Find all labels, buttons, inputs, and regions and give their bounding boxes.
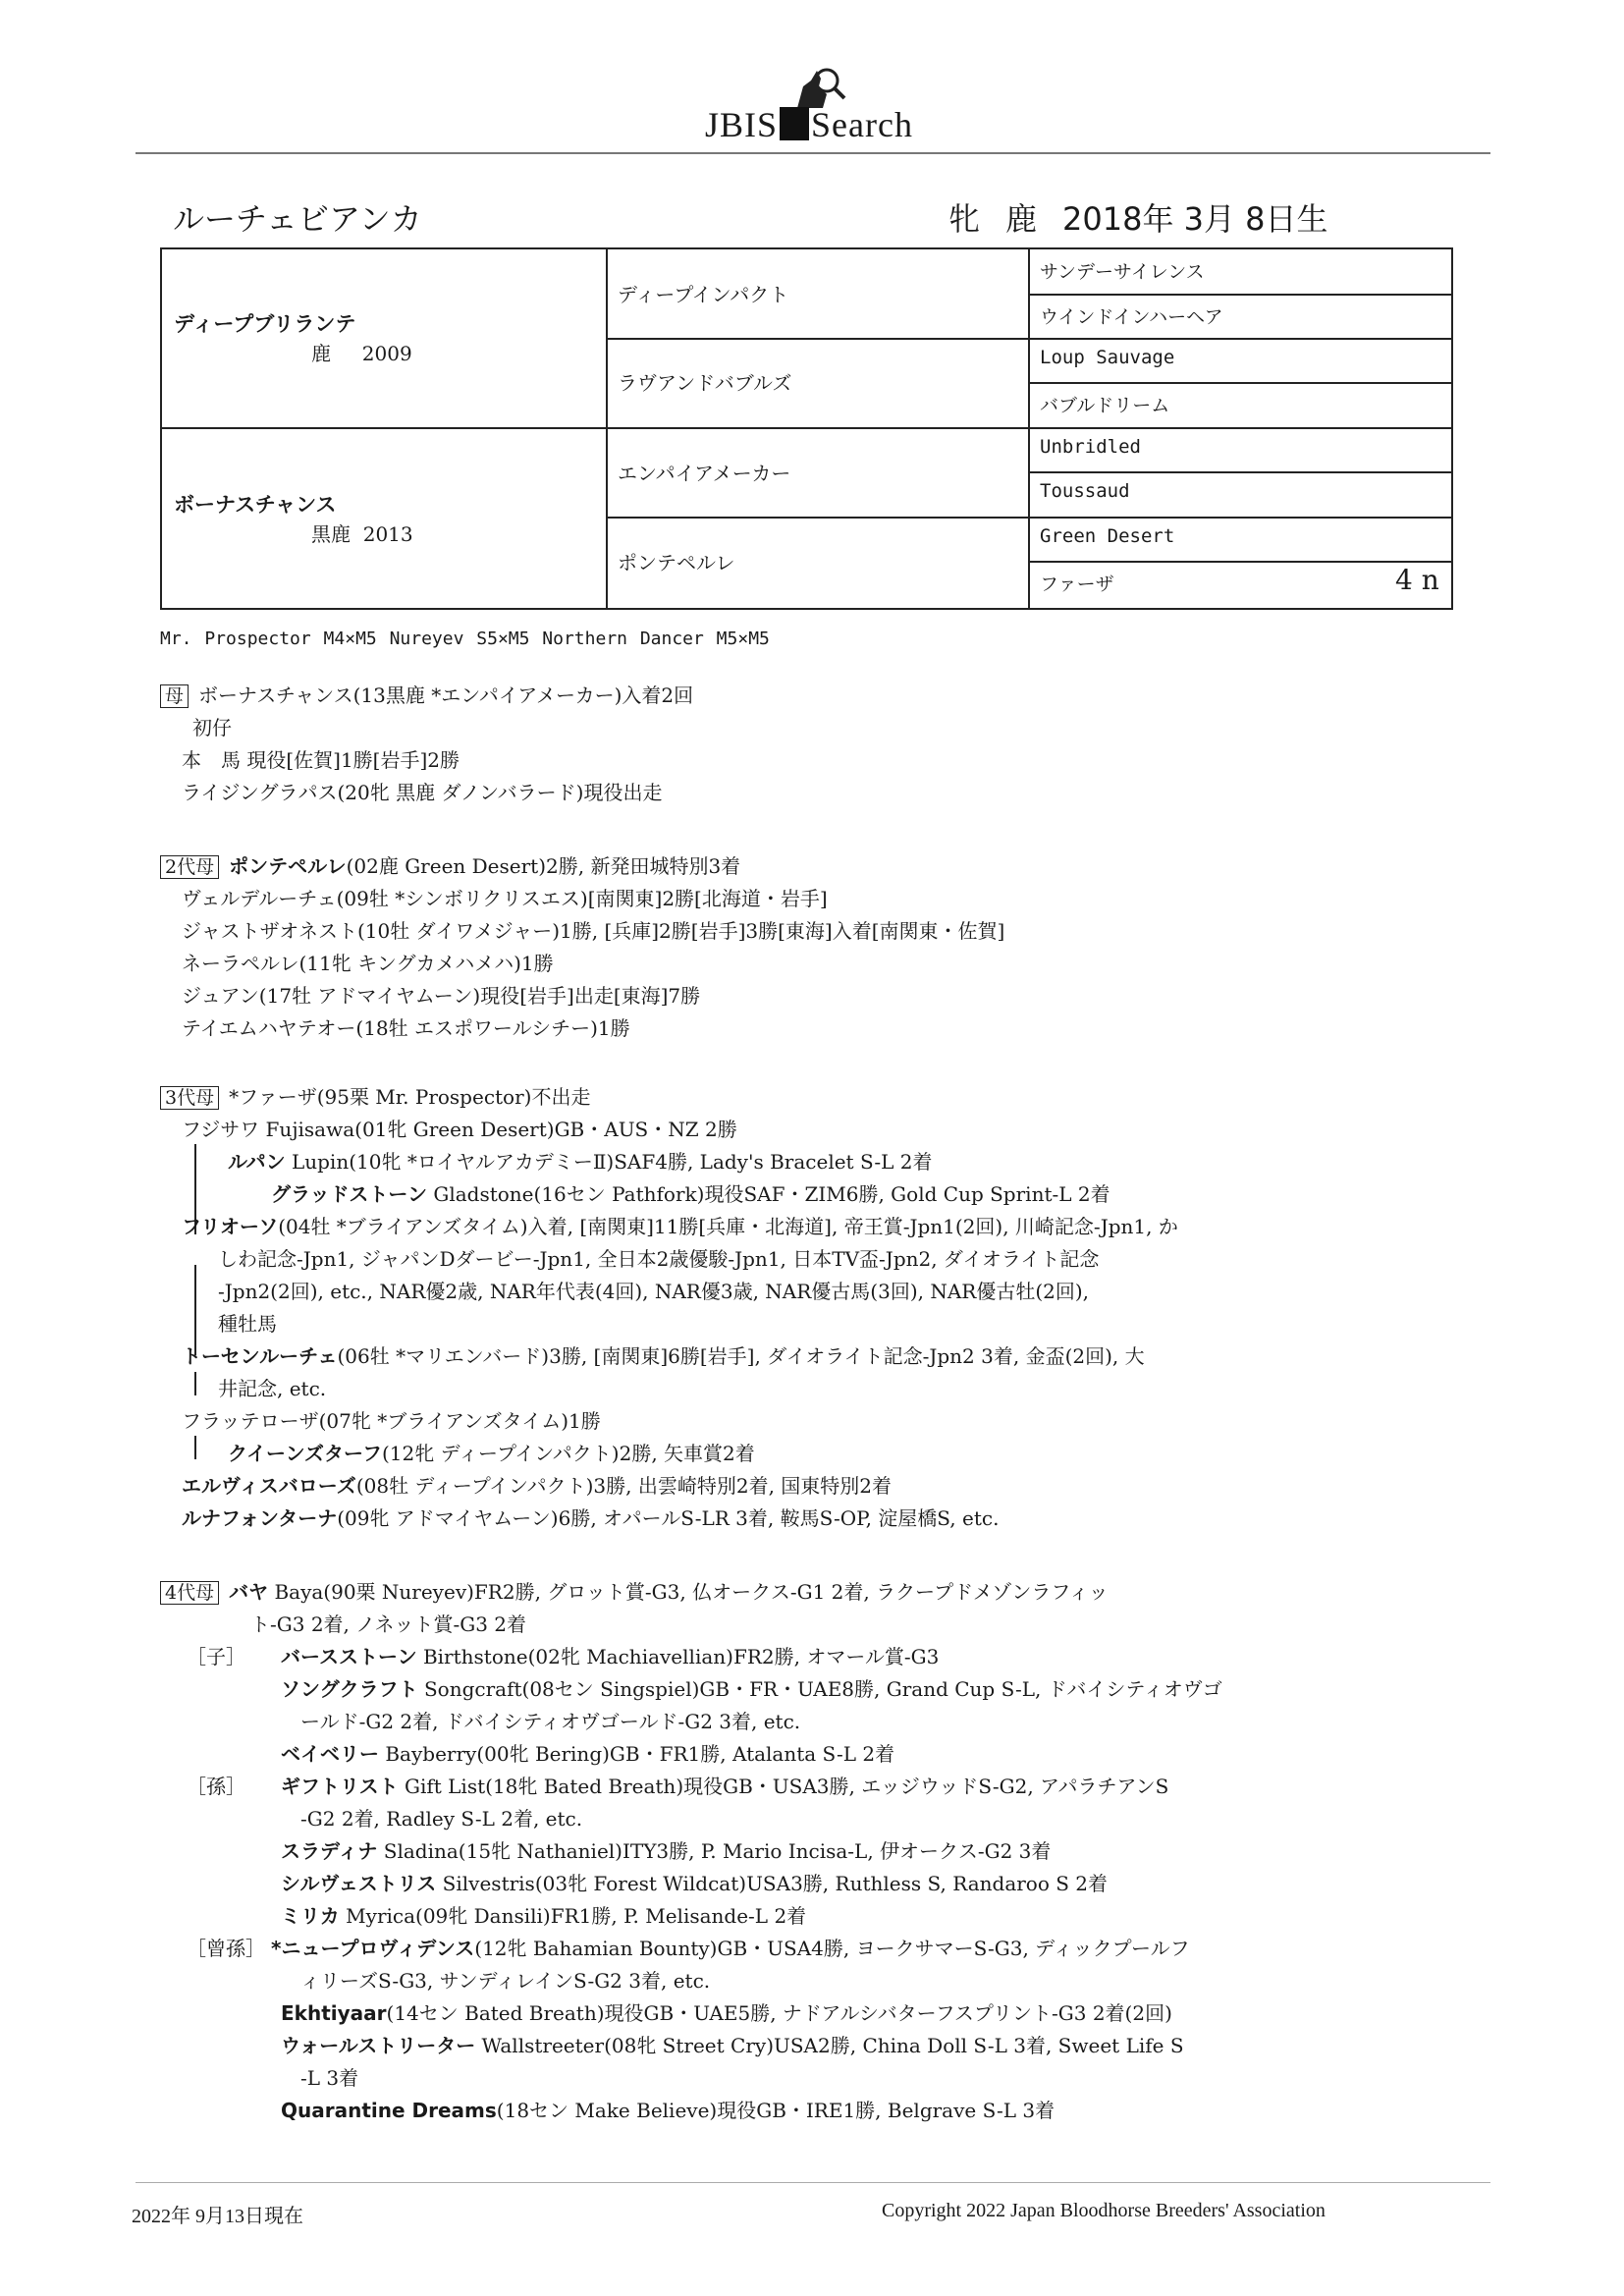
pedigree-divider	[1028, 294, 1451, 296]
horse-birth: 2018年 3月 8日生	[1062, 200, 1328, 238]
gen4-heading: 4代母 バヤ Baya(90栗 Nureyev)FR2勝, グロット賞-G3, 仏オークス-G1 2着, ラクープドメゾンラフィッ	[160, 1578, 1109, 1606]
gen2-ancestor: ポンテペルレ	[618, 551, 735, 574]
gen4-line: Ekhtiyaar(14セン Bated Breath)現役GB・UAE5勝, ナドアルシバターフスプリント-G3 2着(2回)	[281, 2001, 1172, 2025]
jbis-search-logo[interactable]	[705, 59, 941, 157]
gen2-dam-detail: (02鹿 Green Desert)2勝, 新発田城特別3着	[346, 854, 741, 878]
gen3-ancestor: Green Desert	[1040, 525, 1175, 547]
gen3-line: フジサワ Fujisawa(01牝 Green Desert)GB・AUS・NZ 2勝	[182, 1118, 737, 1141]
horse-info	[948, 194, 1328, 240]
gen4-line: ［孫］ ギフトリスト Gift List(18牝 Bated Breath)現役GB・USA3勝, エッジウッドS-G2, アパラチアンS	[187, 1775, 1169, 1798]
dam-line: ライジングラパス(20牝 黒鹿 ダノンバラード)現役出走	[182, 781, 663, 804]
dam-name: ボーナスチャンス	[174, 493, 337, 517]
gen3-line: エルヴィスバローズ(08牡 ディープインパクト)3勝, 出雲崎特別2着, 国東特別2着	[182, 1474, 893, 1498]
horse-color: 鹿	[1005, 200, 1038, 238]
relation-label: ［子］	[187, 1645, 245, 1668]
gen3-line: フラッテローザ(07牝 *ブライアンズタイム)1勝	[182, 1409, 601, 1433]
sire-year: 2009	[361, 342, 412, 365]
descendant-bar	[194, 1372, 196, 1395]
dam-color: 黒鹿	[311, 522, 351, 546]
gen4-line: ベイベリー Bayberry(00牝 Bering)GB・FR1勝, Atalanta S-L 2着	[281, 1742, 895, 1766]
section-tag: 3代母	[160, 1086, 219, 1110]
gen3-line: 種牡馬	[218, 1312, 277, 1336]
gen4-line: ールド-G2 2着, ドバイシティオヴゴールド-G2 3着, etc.	[300, 1710, 801, 1733]
family-number: 4 n	[1395, 564, 1439, 596]
dam-meta	[311, 519, 413, 547]
inbreeding-line: Mr. Prospector M4×M5 Nureyev S5×M5 Northern Dancer M5×M5	[160, 629, 770, 649]
gen3-ancestor: ウインドインハーヘア	[1040, 306, 1223, 328]
section-tag: 2代母	[160, 855, 219, 879]
sire-cell	[174, 308, 412, 366]
pedigree-divider	[606, 338, 1451, 340]
gen4-line: ウォールストリーター Wallstreeter(08牝 Street Cry)USA2勝, China Doll S-L 3着, Sweet Life S	[281, 2034, 1184, 2057]
gen2-ancestor: ディープインパクト	[618, 283, 789, 306]
dam-line: ボーナスチャンス(13黒鹿 *エンパイアメーカー)入着2回	[198, 683, 694, 707]
logo-box-icon	[780, 107, 809, 140]
gen4-line: ィリーズS-G3, サンディレインS-G2 3着, etc.	[300, 1969, 711, 1993]
gen3-ancestor: バブルドリーム	[1040, 395, 1170, 416]
footer-divider	[135, 2182, 1490, 2183]
pedigree-divider	[1028, 471, 1451, 473]
gen4-line: ［子］ バースストーン Birthstone(02牝 Machiavellian)FR2勝, オマール賞-G3	[187, 1645, 940, 1668]
gen3-line: フリオーソ(04牡 *ブライアンズタイム)入着, [南関東]11勝[兵庫・北海道], 帝王賞-Jpn1(2回), 川崎記念-Jpn1, か	[182, 1215, 1178, 1238]
footer-date: 2022年 9月13日現在	[132, 2206, 303, 2227]
logo-text-jbis: JBIS	[705, 105, 779, 144]
relation-label: ［曾孫］	[187, 1937, 265, 1960]
gen3-line: しわ記念-Jpn1, ジャパンDダービー-Jpn1, 全日本2歳優駿-Jpn1, 日本TV盃-Jpn2, ダイオライト記念	[218, 1247, 1100, 1271]
gen3-ancestor: Toussaud	[1040, 480, 1130, 502]
gen3-line: クイーンズターフ(12牝 ディープインパクト)2勝, 矢車賞2着	[228, 1442, 755, 1465]
gen2-ancestor: ラヴアンドバブルズ	[618, 371, 792, 395]
dam-line: 初仔	[192, 716, 232, 739]
section-tag: 4代母	[160, 1581, 219, 1605]
header-divider	[135, 152, 1490, 154]
horse-sex: 牝	[948, 200, 981, 238]
gen2-ancestor: エンパイアメーカー	[618, 462, 791, 485]
sire-meta	[311, 338, 412, 366]
horse-name: ルーチェビアンカ	[173, 200, 422, 238]
gen2-heading	[160, 852, 740, 880]
gen2-line: ネーラペルレ(11牝 キングカメハメハ)1勝	[182, 952, 554, 975]
pedigree-table	[160, 247, 1453, 610]
gen3-line: 井記念, etc.	[218, 1377, 327, 1400]
gen3-line: ルナフォンターナ(09牝 アドマイヤムーン)6勝, オパールS-LR 3着, 鞍馬S-OP, 淀屋橋S, etc.	[182, 1506, 1000, 1530]
sire-color: 鹿	[311, 342, 331, 365]
gen4-line: シルヴェストリス Silvestris(03牝 Forest Wildcat)USA3勝, Ruthless S, Randaroo S 2着	[281, 1872, 1109, 1895]
gen3-line: トーセンルーチェ(06牡 *マリエンバード)3勝, [南関東]6勝[岩手], ダイオライト記念-Jpn2 3着, 金盃(2回), 大	[182, 1344, 1145, 1368]
sire-name: ディープブリランテ	[174, 312, 356, 336]
gen3-dam: *ファーザ(95栗 Mr. Prospector)不出走	[229, 1085, 591, 1109]
gen3-ancestor: Loup Sauvage	[1040, 347, 1175, 368]
gen2-line: テイエムハヤテオー(18牡 エスポワールシチー)1勝	[182, 1016, 630, 1040]
descendant-bar	[194, 1436, 196, 1459]
gen3-heading	[160, 1083, 590, 1111]
section-tag: 母	[160, 684, 189, 708]
footer-copyright: Copyright 2022 Japan Bloodhorse Breeders' Association	[882, 2200, 1326, 2221]
pedigree-divider	[1028, 382, 1451, 384]
gen2-line: ジュアン(17牡 アドマイヤムーン)現役[岩手]出走[東海]7勝	[182, 984, 701, 1008]
gen3-ancestor: サンデーサイレンス	[1040, 261, 1205, 283]
gen3-ancestor: ファーザ	[1040, 574, 1114, 595]
relation-label: ［孫］	[187, 1775, 245, 1798]
pedigree-divider	[1028, 561, 1451, 563]
gen4-line: Quarantine Dreams(18セン Make Believe)現役GB・IRE1勝, Belgrave S-L 3着	[281, 2099, 1056, 2122]
gen4-line: スラディナ Sladina(15牝 Nathaniel)ITY3勝, P. Mario Incisa-L, 伊オークス-G2 3着	[281, 1839, 1052, 1863]
gen2-line: ジャストザオネスト(10牡 ダイワメジャー)1勝, [兵庫]2勝[岩手]3勝[東海]入着[南関東・佐賀]	[182, 919, 1005, 943]
dam-heading	[160, 682, 693, 709]
gen4-line: ［曾孫］ *ニュープロヴィデンス(12牝 Bahamian Bounty)GB・USA4勝, ヨークサマーS-G3, ディックプールフ	[187, 1937, 1190, 1960]
pedigree-divider	[606, 517, 1451, 519]
gen4-line: -G2 2着, Radley S-L 2着, etc.	[300, 1807, 583, 1831]
gen2-dam-name: ポンテペルレ	[229, 854, 347, 878]
logo-text-search: Search	[811, 105, 913, 144]
dam-cell	[174, 489, 413, 547]
gen4-line: -L 3着	[300, 2066, 359, 2090]
gen4-line: ト-G3 2着, ノネット賞-G3 2着	[250, 1613, 526, 1636]
dam-year: 2013	[362, 522, 413, 546]
gen4-line: ソングクラフト Songcraft(08セン Singspiel)GB・FR・UAE8勝, Grand Cup S-L, ドバイシティオヴゴ	[281, 1677, 1222, 1701]
gen3-ancestor: Unbridled	[1040, 436, 1141, 458]
gen3-line: グラッドストーン Gladstone(16セン Pathfork)現役SAF・ZIM6勝, Gold Cup Sprint-L 2着	[271, 1182, 1110, 1206]
pedigree-divider	[162, 427, 1451, 429]
gen2-line: ヴェルデルーチェ(09牡 *シンボリクリスエス)[南関東]2勝[北海道・岩手]	[182, 887, 828, 910]
gen4-line: ミリカ Myrica(09牝 Dansili)FR1勝, P. Melisande-L 2着	[281, 1904, 807, 1928]
dam-line: 本 馬 現役[佐賀]1勝[岩手]2勝	[182, 748, 460, 772]
gen3-line: ルパン Lupin(10牝 *ロイヤルアカデミーⅡ)SAF4勝, Lady's Bracelet S-L 2着	[228, 1150, 933, 1174]
gen3-line: -Jpn2(2回), etc., NAR優2歳, NAR年代表(4回), NAR優3歳, NAR優古馬(3回), NAR優古牡(2回),	[218, 1280, 1090, 1303]
